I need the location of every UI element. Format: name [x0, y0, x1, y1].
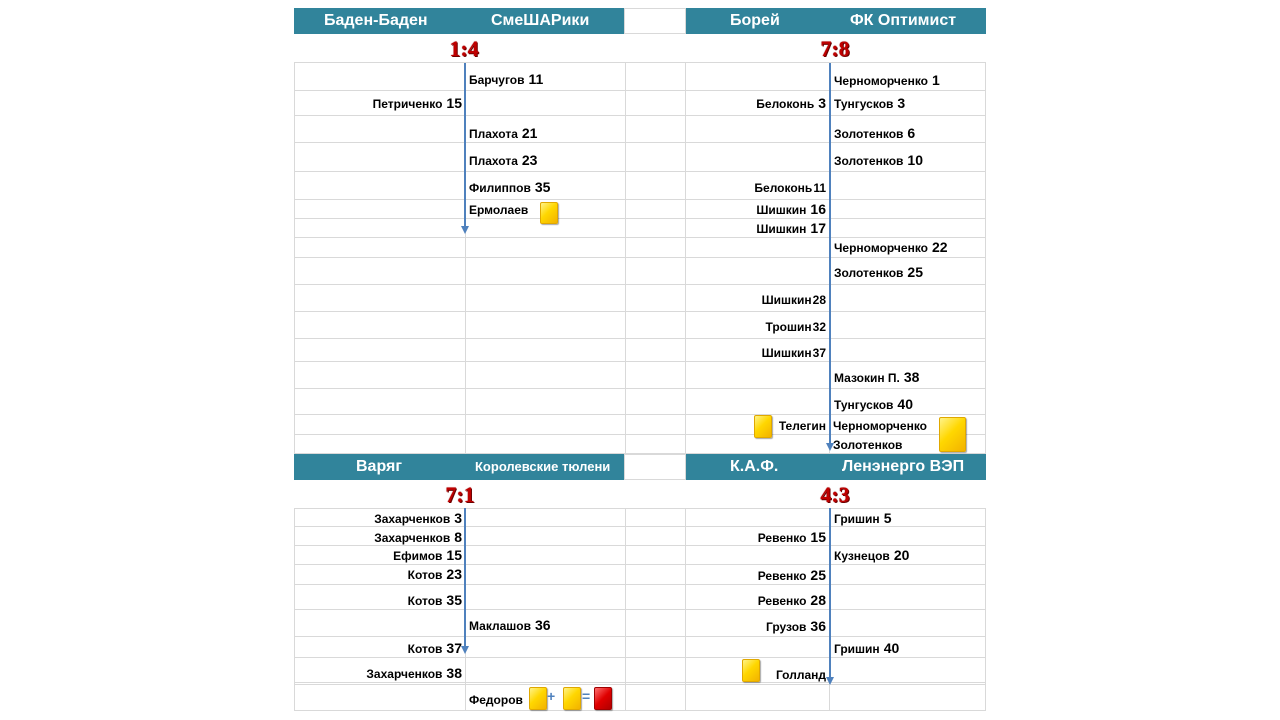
- plus-icon: +: [547, 688, 556, 704]
- yellow-card-icon: [540, 202, 558, 224]
- match-1-card-event: Ермолаев: [469, 203, 529, 217]
- match-1-home-team: Баден-Баден: [324, 12, 428, 29]
- match-2-goal: Черноморченко 1: [834, 72, 940, 88]
- match-1-goal: Плахота 23: [469, 152, 538, 168]
- match-2-score: 7:8: [820, 36, 850, 61]
- match-1-goal: Барчугов 11: [469, 71, 544, 87]
- match-3-timeline: [464, 508, 466, 646]
- match-3-score: 7:1: [445, 482, 475, 507]
- match-3-goal: Захарченков 3: [374, 510, 462, 526]
- match-1-away-team: СмеШАРики: [491, 12, 590, 29]
- match-4-goal: Ревенко 15: [757, 529, 826, 545]
- match-4-goal: Ревенко 28: [757, 592, 826, 608]
- match-3-goal: Котов 23: [407, 566, 462, 582]
- match-4-goal: Кузнецов 20: [834, 547, 910, 563]
- match-2-goal: Белоконь 3: [756, 95, 826, 111]
- match-2-goal: Мазокин П. 38: [834, 369, 920, 385]
- match-2-goal: Шишкин37: [761, 346, 826, 360]
- match-3-header: [294, 454, 624, 480]
- match-2-goal: Шишкин28: [761, 293, 826, 307]
- match-3-goal: Ефимов 15: [393, 547, 462, 563]
- match-4-timeline-arrowhead: [826, 677, 834, 685]
- match-2-header: [686, 8, 986, 34]
- match-3-goal: Котов 37: [407, 640, 462, 656]
- header-gap-2: [624, 454, 686, 480]
- yellow-card-icon: [742, 659, 760, 682]
- match-4-goal: Гришин 40: [834, 640, 900, 656]
- match-4-header: [686, 454, 986, 480]
- match-4-score: 4:3: [820, 482, 850, 507]
- match-4-goal: Ревенко 25: [757, 567, 826, 583]
- match-3-timeline-arrowhead: [461, 646, 469, 654]
- yellow-card-icon: [939, 417, 966, 452]
- match-2-home-team: Борей: [730, 12, 780, 29]
- match-1-goal: Плахота 21: [469, 125, 538, 141]
- match-2-goal: Шишкин 17: [756, 220, 826, 236]
- match-3-goal: Захарченков 8: [374, 529, 462, 545]
- match-2-card-event: Телегин: [778, 419, 826, 433]
- match-2-goal: Золотенков 10: [834, 152, 923, 168]
- match-2-goal: Трошин32: [765, 320, 826, 334]
- match-2-goal: Золотенков 6: [834, 125, 916, 141]
- match-2-goal: Черноморченко 22: [834, 239, 948, 255]
- match-2-event: Золотенков: [833, 438, 903, 452]
- red-card-icon: [594, 687, 612, 710]
- match-3-card-event: Федоров: [469, 693, 523, 707]
- match-1-timeline-arrowhead: [461, 226, 469, 234]
- match-2-goal: Тунгусков 3: [834, 95, 906, 111]
- match-3-away-team: Королевские тюлени: [475, 459, 611, 474]
- match-4-goal: Грузов 36: [766, 618, 826, 634]
- match-4-card-event: Голланд: [775, 668, 826, 682]
- match-2-goal: Белоконь11: [754, 181, 826, 195]
- match-3-home-team: Варяг: [356, 458, 403, 475]
- match-3-goal: Захарченков 38: [366, 665, 462, 681]
- match-4-goal: Гришин 5: [834, 510, 892, 526]
- equals-icon: =: [582, 688, 591, 704]
- match-4-away-team: Ленэнерго ВЭП: [842, 458, 965, 475]
- match-2-card-event: Черноморченко: [833, 419, 928, 433]
- match-1-goal: Филиппов 35: [469, 179, 551, 195]
- yellow-card-icon: [529, 687, 547, 710]
- match-2-goal: Золотенков 25: [834, 264, 923, 280]
- match-1-goal: Петриченко 15: [372, 95, 462, 111]
- match-2-goal: Шишкин 16: [756, 201, 826, 217]
- match-3-goal: Котов 35: [407, 592, 462, 608]
- match-4-timeline: [829, 508, 831, 678]
- header-gap-1: [624, 8, 686, 34]
- match-1-score: 1:4: [449, 36, 479, 61]
- match-3-goal: Маклашов 36: [469, 617, 551, 633]
- match-4-home-team: К.А.Ф.: [730, 458, 779, 475]
- yellow-card-icon: [754, 415, 772, 438]
- yellow-card-icon: [563, 687, 581, 710]
- match-2-away-team: ФК Оптимист: [850, 12, 957, 29]
- match-2-goal: Тунгусков 40: [834, 396, 913, 412]
- match-1-header: [294, 8, 624, 34]
- match-2-timeline: [829, 63, 831, 444]
- match-1-timeline: [464, 63, 466, 226]
